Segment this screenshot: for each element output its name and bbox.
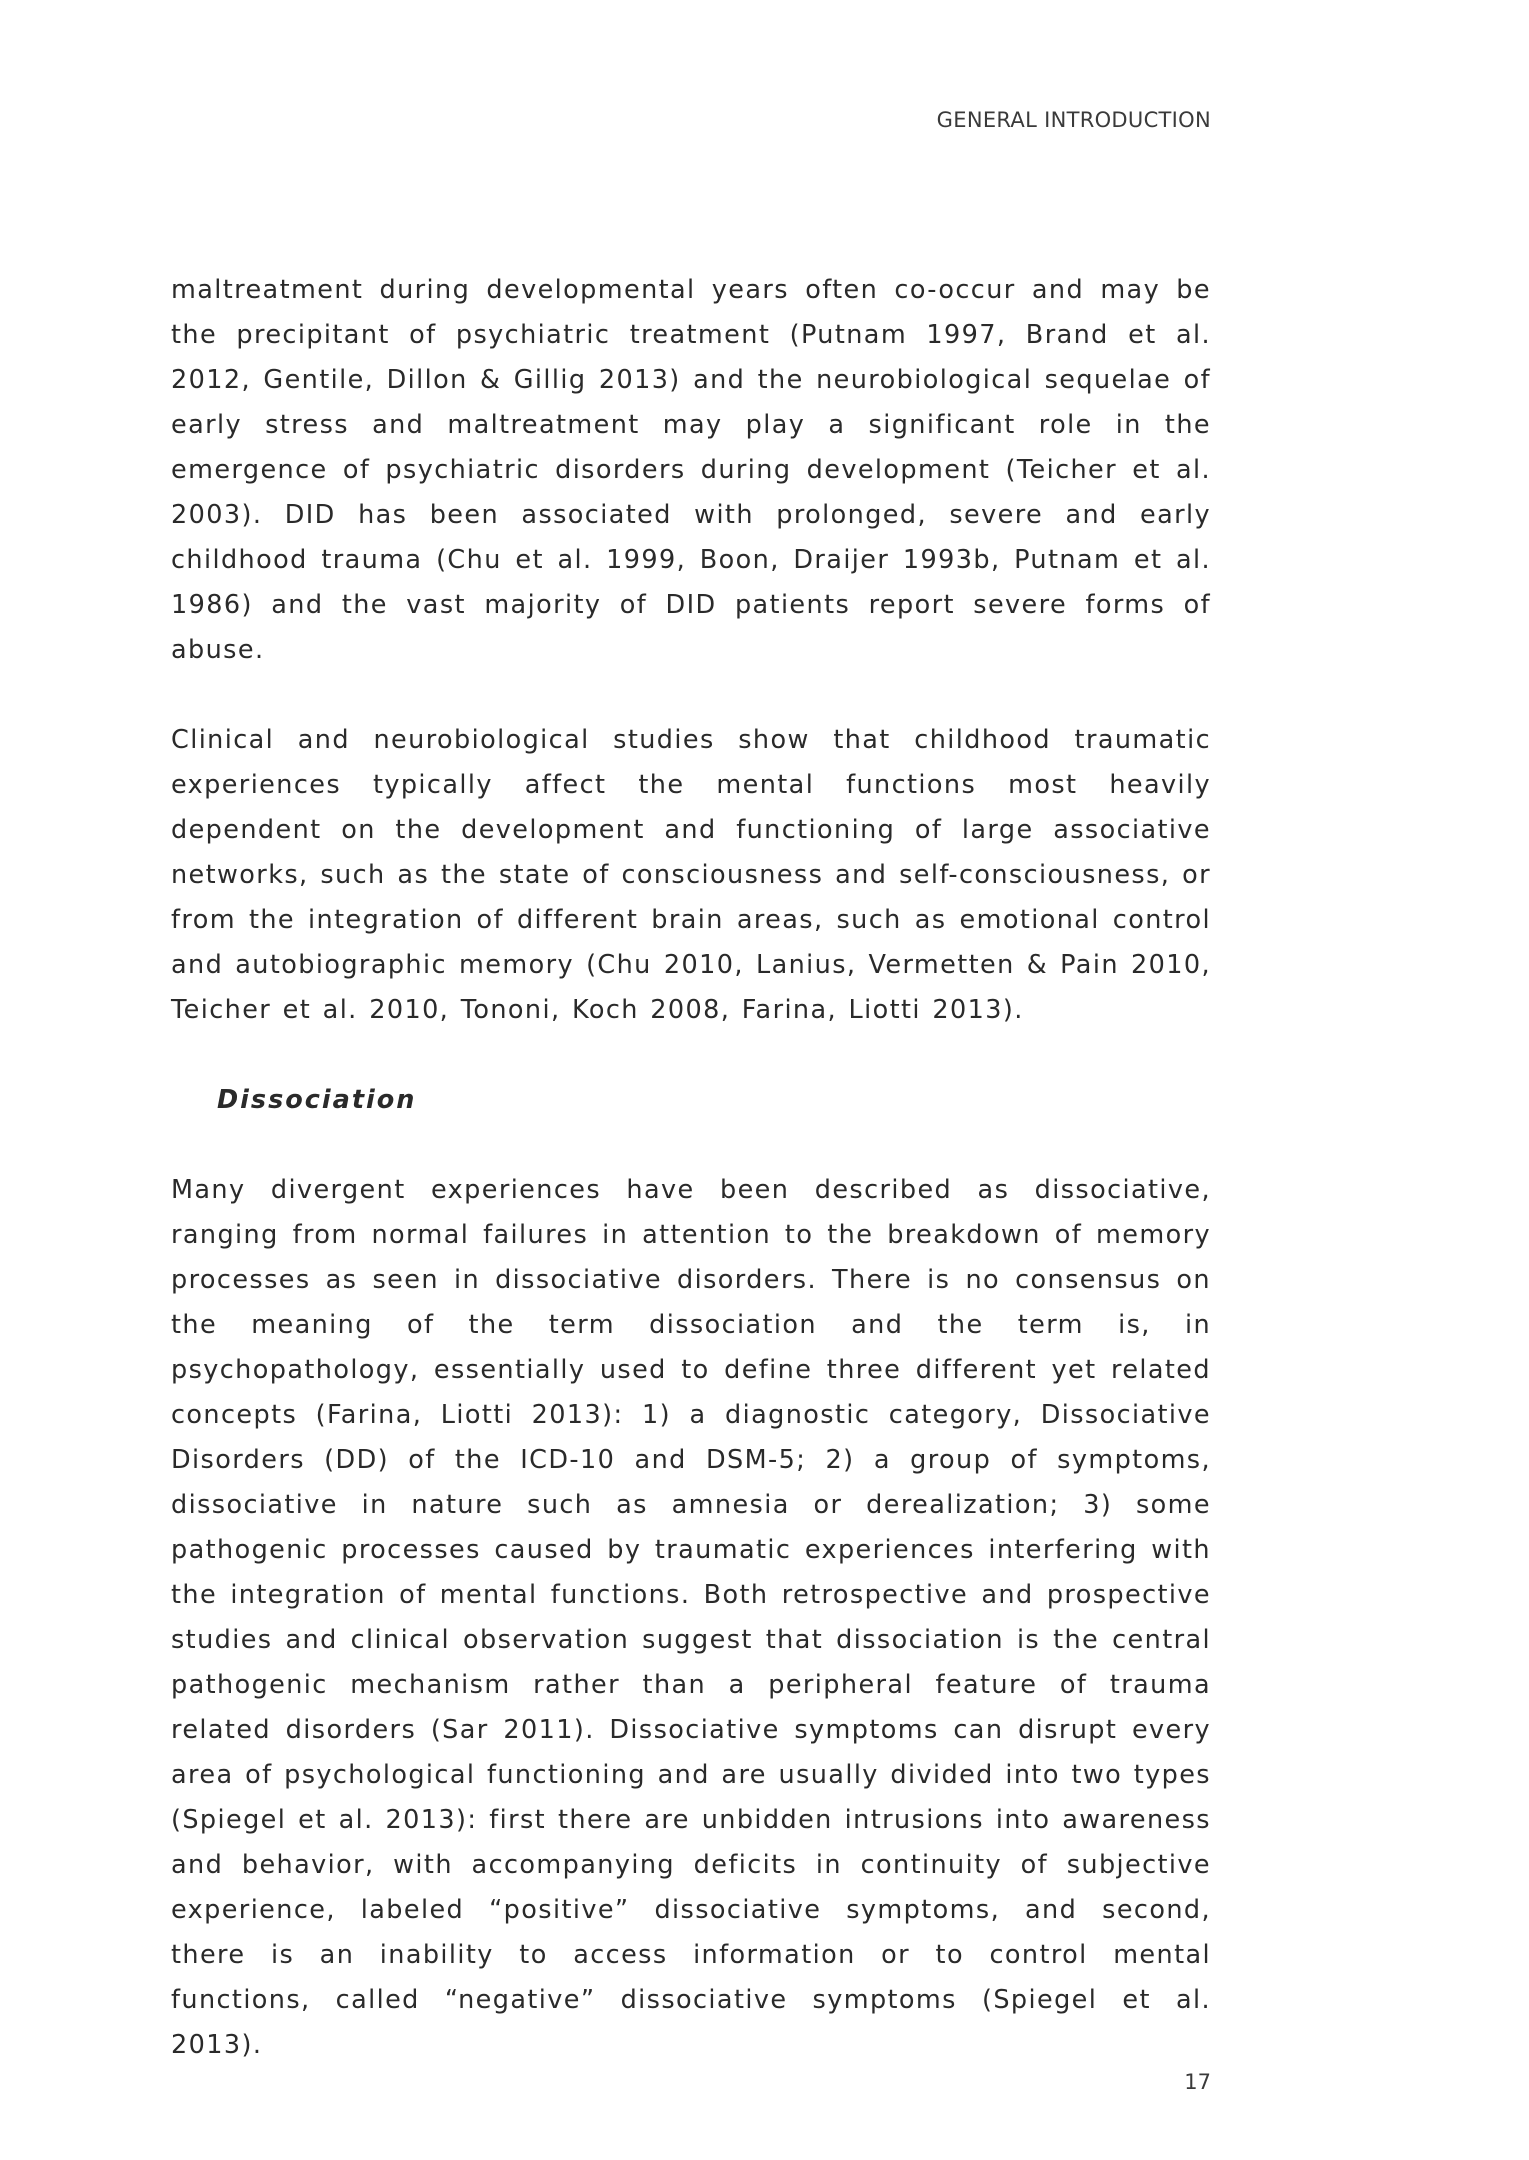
paragraph-3: Many divergent experiences have been described as dissociative, ranging from normal failures in attention to the breakdown of memory processes as seen in dissociative disorders. There is no consensus on the meaning of the term dissociation and the term is, in psychopathology, essentially used to define three different yet related concepts (Farina, Liotti 2013): 1) a diagnostic category, Dissociative Disorders (DD) of the ICD-10 and DSM-5; 2) a group of symptoms, dissociative in nature such as amnesia or derealization; 3) some pathogenic processes caused by traumatic experiences interfering with the integration of mental functions. Both retrospective and prospective studies and clinical observation suggest that dissociation is the central pathogenic mechanism rather than a peripheral feature of trauma related disorders (Sar 2011). Dissociative symptoms can disrupt every area of psychological functioning and are usually divided into two types (Spiegel et al. 2013): first there are unbidden intrusions into awareness and behavior, with accompanying deficits in continuity of subjective experience, labeled “positive” dissociative symptoms, and second, there is an inability to access information or to control mental functions, called “negative” dissociative symptoms (Spiegel et al. 2013). [171,1175,1211,2060]
body-text [171,268,1211,2068]
paragraph-1: maltreatment during developmental years often co-occur and may be the precipitant of psychiatric treatment (Putnam 1997, Brand et al. 2012, Gentile, Dillon & Gillig 2013) and the neurobiological sequelae of early stress and maltreatment may play a significant role in the emergence of psychiatric disorders during development (Teicher et al. 2003). DID has been associated with prolonged, severe and early childhood trauma (Chu et al. 1999, Boon, Draijer 1993b, Putnam et al. 1986) and the vast majority of DID patients report severe forms of abuse. [171,275,1211,665]
page-number: 17 [1184,2070,1211,2094]
running-header: GENERAL INTRODUCTION [936,108,1211,132]
paragraph-2: Clinical and neurobiological studies show that childhood traumatic experiences typically affect the mental functions most heavily dependent on the development and functioning of large associative networks, such as the state of consciousness and self-consciousness, or from the integration of different brain areas, such as emotional control and autobiographic memory (Chu 2010, Lanius, Vermetten & Pain 2010, Teicher et al. 2010, Tononi, Koch 2008, Farina, Liotti 2013). [171,725,1211,1025]
section-heading-dissociation: Dissociation [217,1085,417,1115]
